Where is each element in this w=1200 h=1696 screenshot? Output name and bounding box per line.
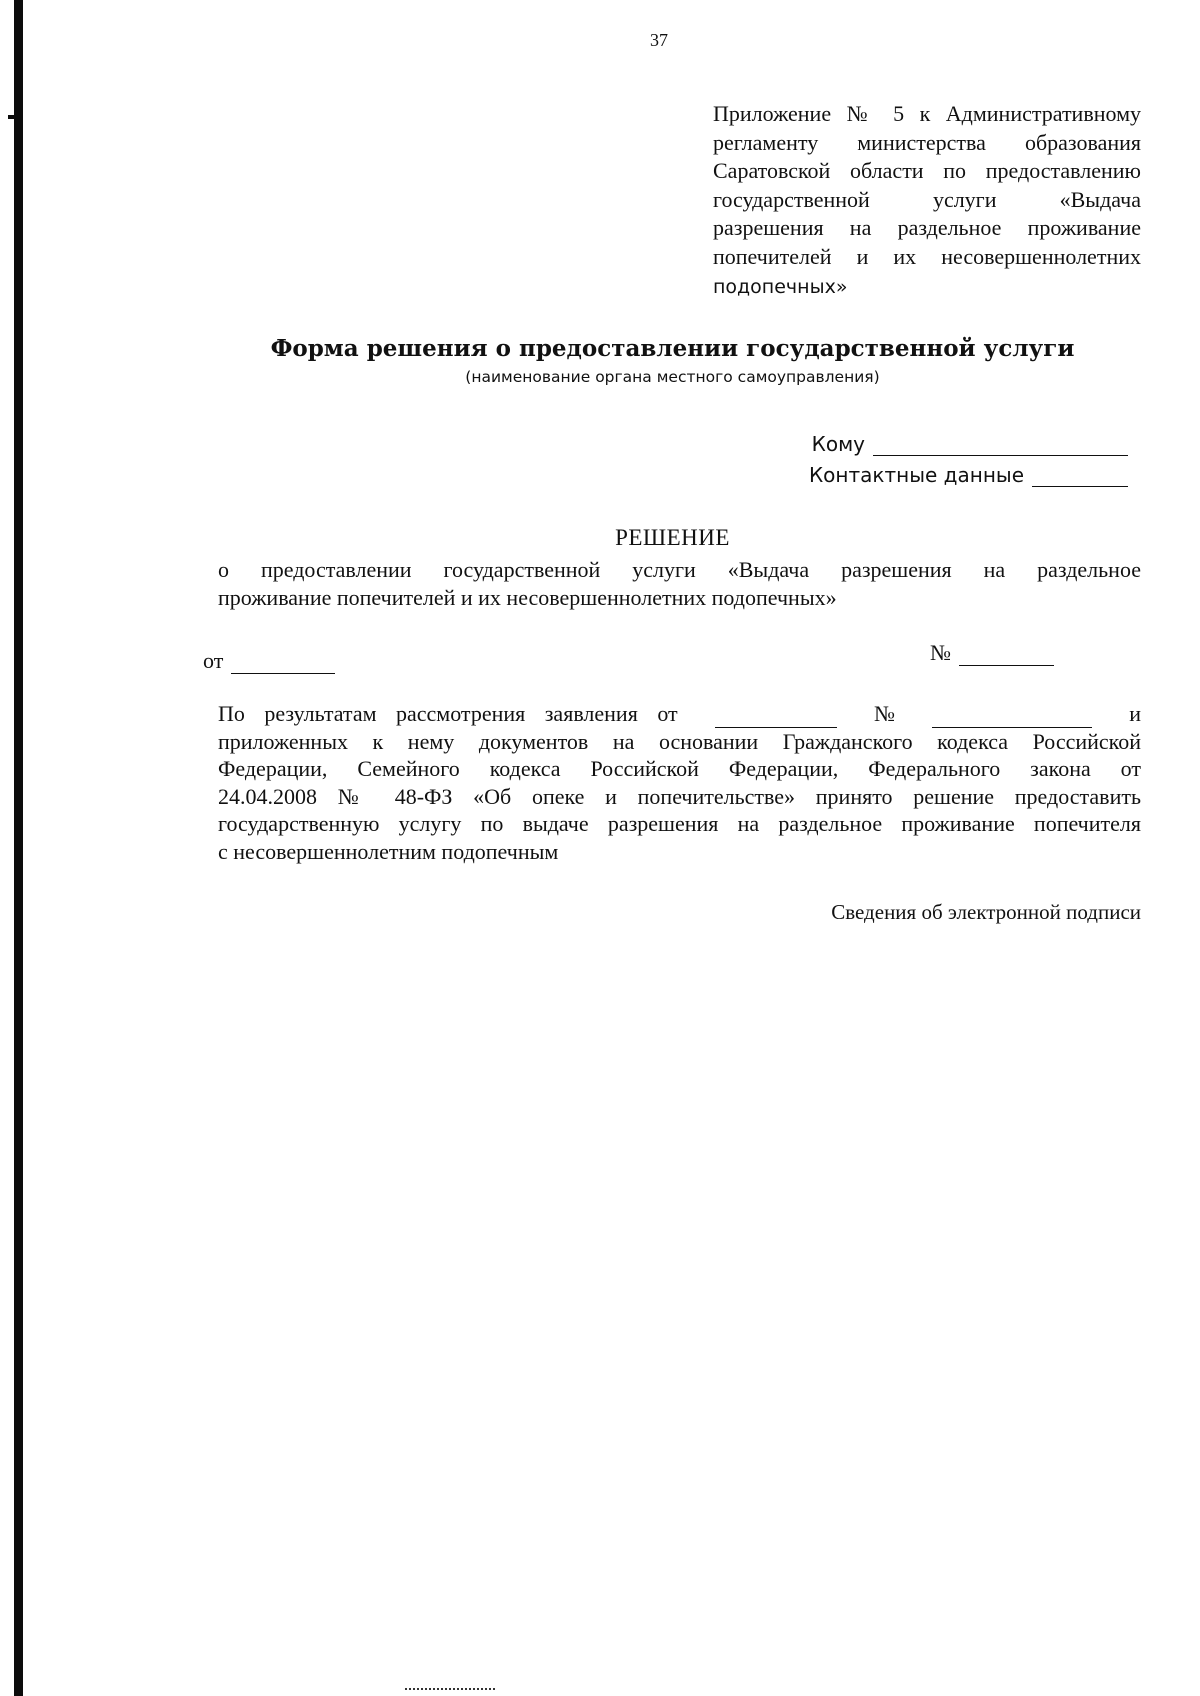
number-blank: [959, 645, 1054, 666]
application-number-sign: №: [873, 701, 895, 726]
date-blank: [231, 653, 335, 674]
body-line: [218, 700, 1141, 728]
appendix-line: Приложение № 5 к Административному: [713, 101, 1141, 126]
body-line: приложенных к нему документов на основании Гражданского кодекса Российской: [218, 728, 1141, 754]
application-date-blank: [715, 709, 837, 728]
application-number-blank: [932, 709, 1092, 728]
contacts-field: [809, 463, 1128, 487]
decision-date-field: [203, 648, 335, 674]
date-label: от: [203, 648, 224, 673]
body-line-start: По результатам рассмотрения заявления от: [218, 701, 678, 726]
scan-page-edge: [14, 0, 23, 1696]
body-line: 24.04.2008 № 48-ФЗ «Об опеке и попечительстве» принято решение предоставить: [218, 783, 1141, 809]
decision-subtitle: [218, 556, 1141, 612]
appendix-note: [713, 100, 1141, 302]
appendix-line: регламенту министерства образования: [713, 129, 1141, 155]
authority-caption: (наименование органа местного самоуправления): [465, 368, 880, 386]
appendix-line: попечителей и их несовершеннолетних: [713, 243, 1141, 269]
page-number: 37: [650, 30, 668, 50]
contacts-blank: [1032, 466, 1128, 487]
appendix-line: разрешения на раздельное проживание: [713, 215, 1141, 240]
form-title: Форма решения о предоставлении государственной услуги: [270, 335, 1075, 362]
decision-body: [218, 700, 1141, 865]
body-line: с несовершеннолетним подопечным: [218, 838, 559, 864]
decision-subtitle-line: о предоставлении государственной услуги «Выдача разрешения на раздельное: [218, 557, 1141, 582]
recipient-blank: [873, 435, 1128, 456]
body-line-end: и: [1129, 701, 1141, 726]
appendix-line: государственной услуги «Выдача: [713, 186, 1141, 212]
decision-heading: РЕШЕНИЕ: [615, 525, 730, 550]
signature-info: Сведения об электронной подписи: [831, 900, 1141, 924]
number-label: №: [930, 640, 951, 665]
body-line: Федерации, Семейного кодекса Российской Федерации, Федерального закона от: [218, 756, 1141, 781]
recipient-label: Кому: [811, 432, 865, 456]
contacts-label: Контактные данные: [808, 463, 1024, 487]
appendix-line: подопечных»: [713, 276, 848, 298]
appendix-line: Саратовской области по предоставлению: [713, 158, 1141, 183]
recipient-field: [812, 432, 1128, 456]
body-line: государственную услугу по выдаче разрешения на раздельное проживание попечителя: [218, 811, 1141, 836]
scan-edge-mark: [8, 115, 14, 119]
decision-number-field: [930, 640, 1054, 666]
scan-bottom-mark: [405, 1688, 495, 1692]
decision-subtitle-line: проживание попечителей и их несовершеннолетних подопечных»: [218, 585, 837, 610]
